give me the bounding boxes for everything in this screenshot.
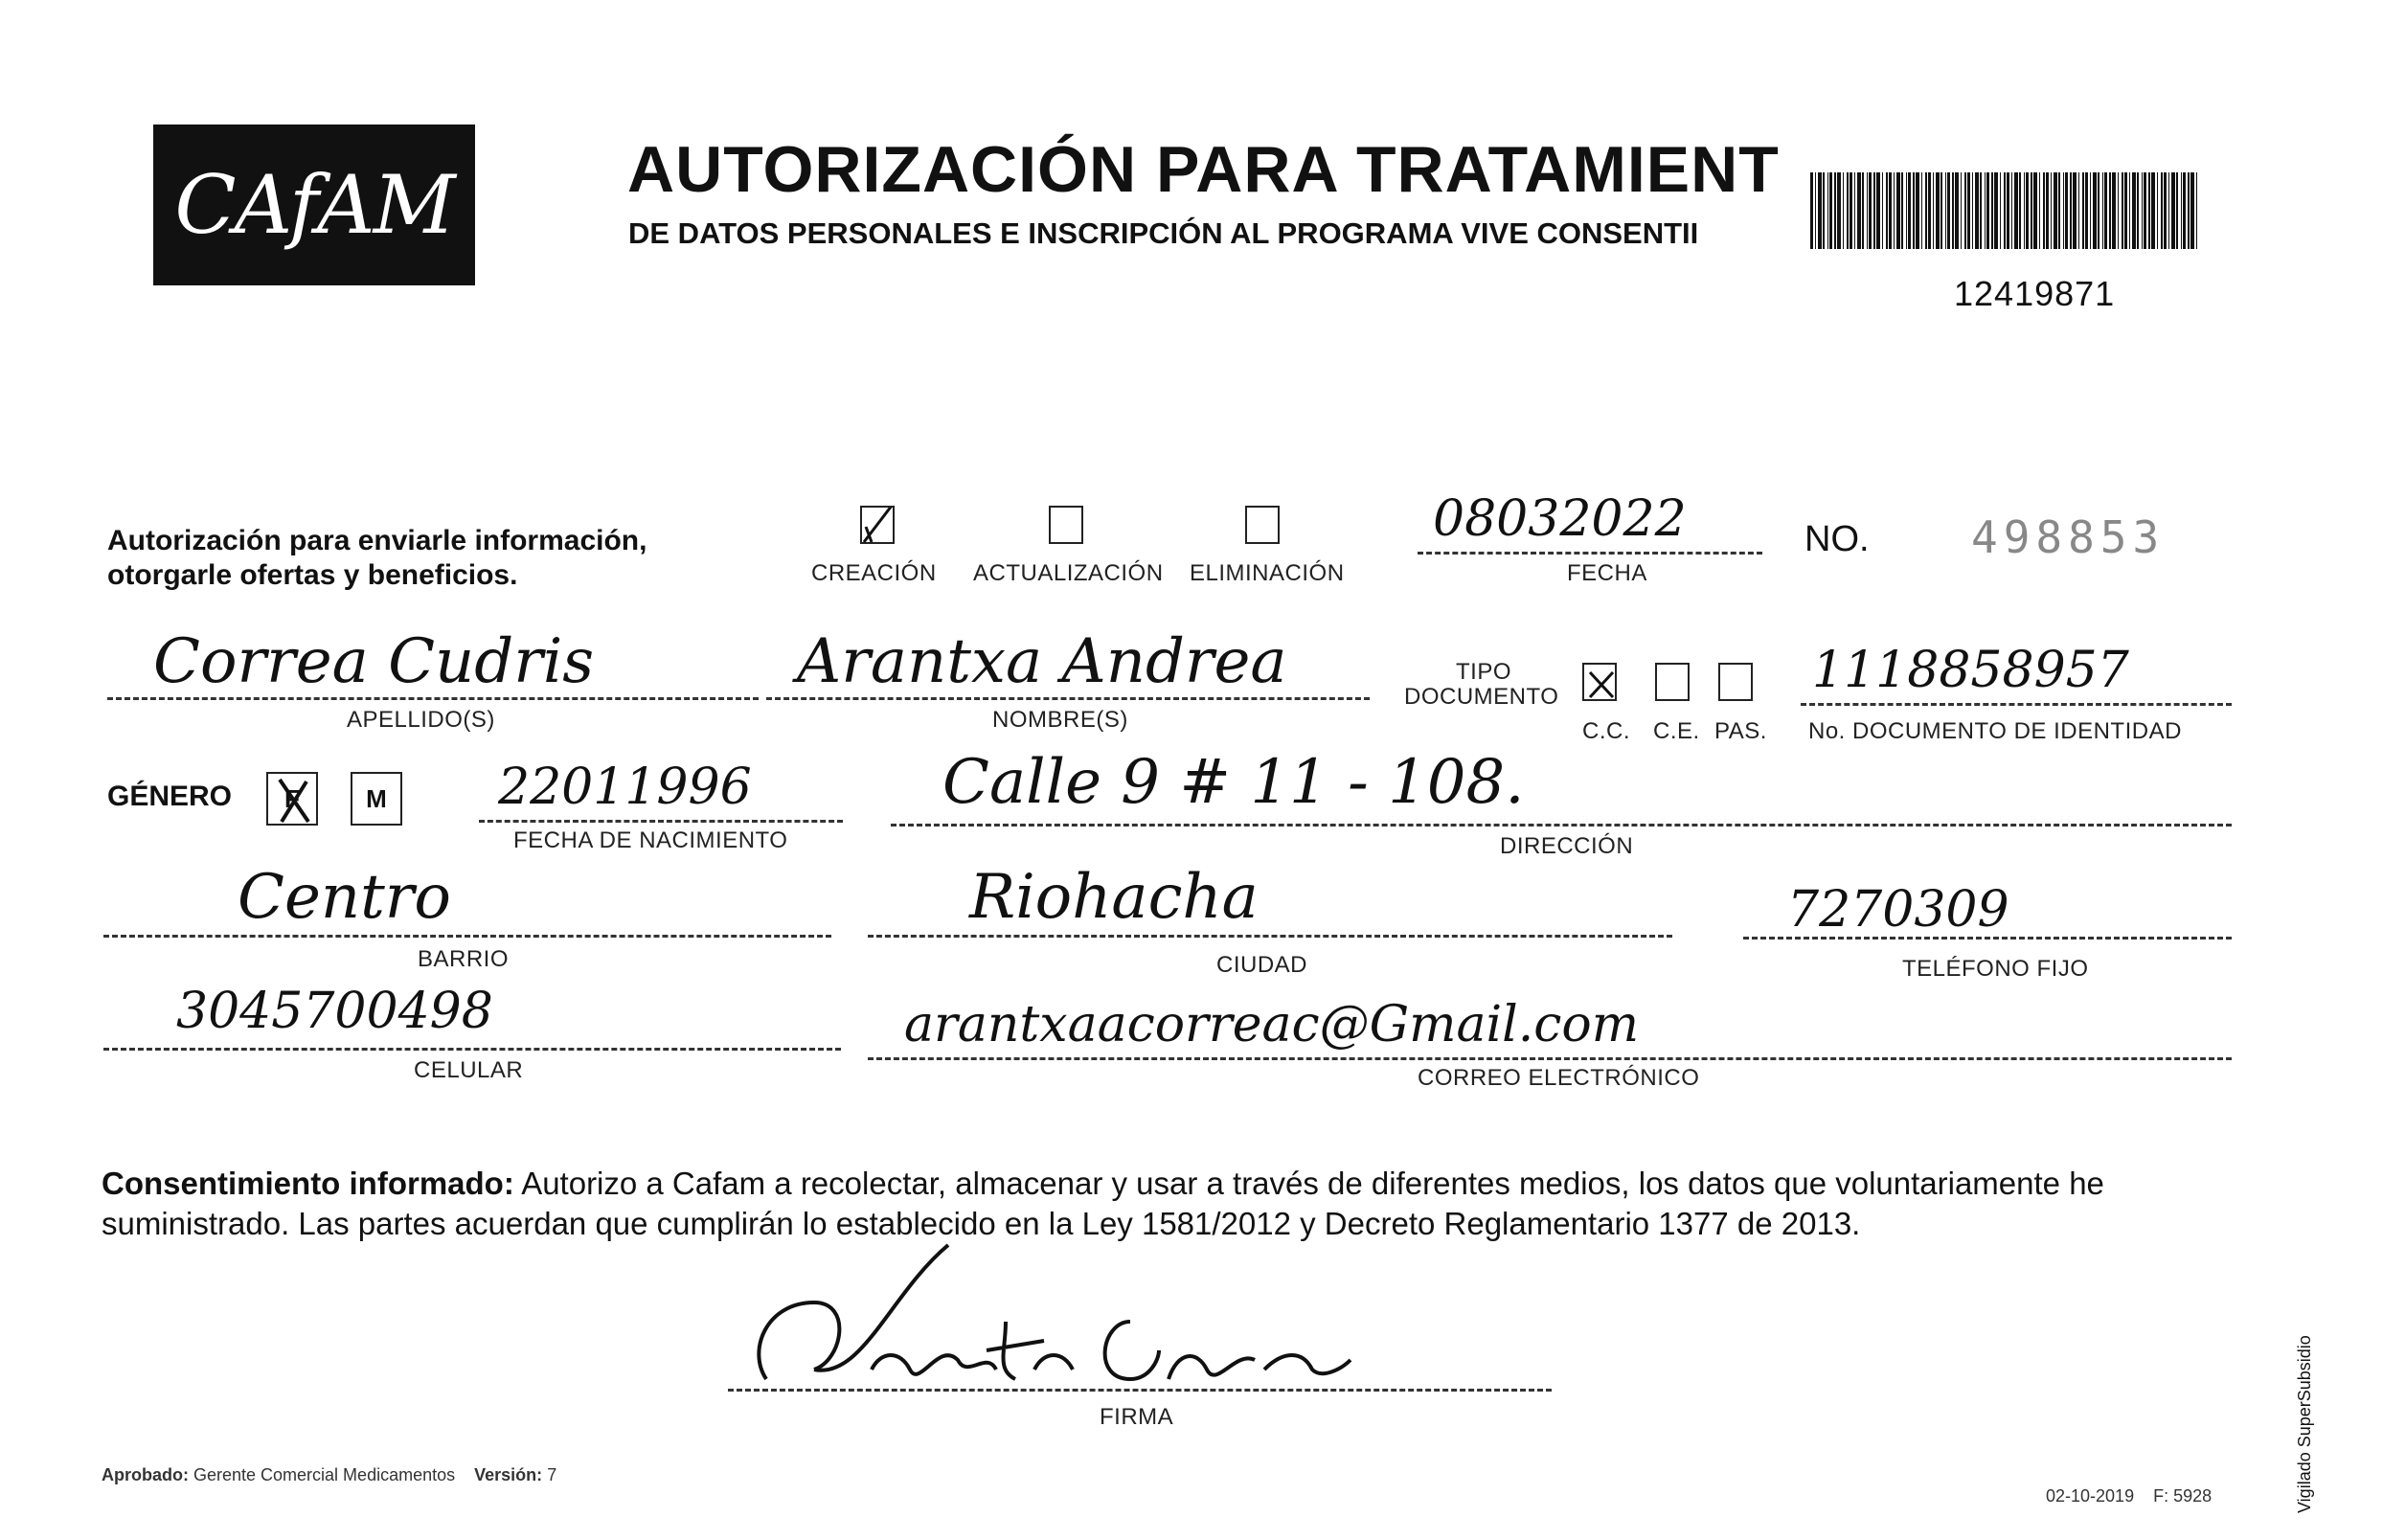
barcode-bar: [2058, 172, 2060, 249]
barcode-bar: [1947, 172, 1950, 249]
barcode-bar: [1837, 172, 1841, 249]
barcode-bar: [2011, 172, 2012, 249]
correo-line: [868, 1057, 2232, 1060]
telefono-label: TELÉFONO FIJO: [1902, 956, 2089, 982]
barcode-bar: [2065, 172, 2068, 249]
barcode-bar: [1991, 172, 1993, 249]
barcode-bar: [1945, 172, 1946, 249]
cc-label: C.C.: [1582, 718, 1630, 744]
barcode-bar: [2157, 172, 2158, 249]
nombres-line: [766, 697, 1370, 700]
barcode-bar: [1847, 172, 1849, 249]
barcode-bar: [1867, 172, 1868, 249]
fecha-nacimiento-label: FECHA DE NACIMIENTO: [513, 827, 788, 853]
barcode-bar: [1955, 172, 1959, 249]
aprobado-label: Aprobado:: [102, 1465, 189, 1484]
barcode-bar: [1967, 172, 1970, 249]
barrio-label: BARRIO: [418, 946, 510, 972]
barcode-bar: [1823, 172, 1825, 249]
barcode-bar: [2093, 172, 2097, 249]
barcode-bar: [2142, 172, 2143, 249]
documento-label: No. DOCUMENTO DE IDENTIDAD: [1808, 718, 2182, 744]
barcode-bar: [2031, 172, 2032, 249]
barcode-bar: [2151, 172, 2155, 249]
barcode-bar: [1829, 172, 1832, 249]
fecha-nacimiento-value[interactable]: 22011996: [498, 759, 752, 816]
firma-label: FIRMA: [1100, 1404, 1174, 1430]
barcode-bar: [1869, 172, 1872, 249]
barcode-bar: [2026, 172, 2029, 249]
consentimiento-heading: Consentimiento informado:: [102, 1166, 514, 1201]
barcode-bar: [2148, 172, 2150, 249]
barcode-bar: [2019, 172, 2021, 249]
barcode-bar: [2033, 172, 2037, 249]
direccion-value[interactable]: Calle 9 # 11 - 108.: [942, 747, 1525, 818]
barcode-bar: [1901, 172, 1903, 249]
barcode-bar: [1810, 172, 1813, 249]
check-mark-icon: [862, 508, 896, 546]
ciudad-value[interactable]: Riohacha: [969, 862, 1259, 933]
barcode-bar: [2043, 172, 2045, 249]
barcode-bar: [2051, 172, 2052, 249]
ciudad-line: [868, 935, 1672, 938]
direccion-label: DIRECCIÓN: [1500, 833, 1634, 859]
document-title: AUTORIZACIÓN PARA TRATAMIENT: [627, 133, 1780, 206]
barcode-bar: [2054, 172, 2057, 249]
barcode: [1810, 172, 2203, 249]
barcode-bar: [1906, 172, 1907, 249]
fecha-nacimiento-line: [479, 820, 843, 823]
numero-label: NO.: [1804, 519, 1870, 559]
actualizacion-label: ACTUALIZACIÓN: [973, 560, 1164, 586]
cc-checkbox[interactable]: [1582, 663, 1617, 701]
barcode-bar: [1994, 172, 1998, 249]
nombres-label: NOMBRE(S): [992, 707, 1128, 733]
barcode-bar: [2078, 172, 2079, 249]
barcode-bar: [2164, 172, 2167, 249]
barcode-bar: [2102, 172, 2103, 249]
genero-label: GÉNERO: [107, 781, 233, 812]
barcode-bar: [1975, 172, 1979, 249]
eliminacion-checkbox[interactable]: [1245, 506, 1280, 544]
genero-f-checkbox[interactable]: [266, 772, 318, 826]
barcode-bar: [1936, 172, 1940, 249]
barcode-bar: [1827, 172, 1828, 249]
consentimiento-paragraph: [102, 1164, 2218, 1244]
celular-line: [103, 1048, 841, 1051]
barcode-bar: [1882, 172, 1883, 249]
barcode-bar: [1834, 172, 1836, 249]
barcode-bar: [1985, 172, 1986, 249]
barcode-bar: [2137, 172, 2139, 249]
celular-label: CELULAR: [414, 1057, 524, 1083]
barcode-bar: [2132, 172, 2136, 249]
footer-codes: [2046, 1486, 2212, 1506]
barcode-bar: [2007, 172, 2009, 249]
barcode-bar: [2168, 172, 2169, 249]
barcode-bar: [1964, 172, 1966, 249]
consentimiento-text: Autorizo a Cafam a recolectar, almacenar y usar a través de diferentes medios, los datos que voluntariamente he suministrado. Las partes acuerdan que cumplirán lo establecido en la Ley 1581/2012 y Decreto Reglamentario 1377 de 2013.: [102, 1166, 2104, 1241]
barcode-bar: [2073, 172, 2077, 249]
intro-line-2: otorgarle ofertas y beneficios.: [107, 559, 518, 591]
aprobado-value: Gerente Comercial Medicamentos: [193, 1465, 456, 1484]
barcode-bar: [2129, 172, 2130, 249]
barcode-bar: [1972, 172, 1973, 249]
firma-line: [728, 1389, 1552, 1392]
vigilado-vertical-text: Vigilado SuperSubsidio: [2295, 1335, 2314, 1513]
x-mark-icon: [1584, 665, 1619, 703]
eliminacion-label: ELIMINACIÓN: [1190, 560, 1345, 586]
barcode-bar: [2070, 172, 2072, 249]
barcode-bar: [2082, 172, 2084, 249]
barcode-bar: [2124, 172, 2127, 249]
barcode-bar: [1921, 172, 1922, 249]
barcode-bar: [2171, 172, 2175, 249]
barcode-bar: [2183, 172, 2186, 249]
barcode-bar: [1916, 172, 1919, 249]
barcode-bar: [1843, 172, 1844, 249]
barcode-number: 12419871: [1954, 274, 2116, 313]
barcode-bar: [1818, 172, 1822, 249]
barcode-bar: [1850, 172, 1852, 249]
date-code: 02-10-2019: [2046, 1486, 2135, 1506]
ce-label: C.E.: [1653, 718, 1700, 744]
documento-line: [1801, 703, 2232, 706]
fecha-line: [1418, 552, 1762, 555]
barcode-bar: [1894, 172, 1895, 249]
barcode-bar: [1933, 172, 1934, 249]
barcode-bar: [2122, 172, 2123, 249]
barcode-bar: [1886, 172, 1888, 249]
telefono-line: [1743, 937, 2232, 940]
celular-value[interactable]: 3045700498: [176, 983, 493, 1040]
barcode-bar: [2188, 172, 2190, 249]
creacion-label: CREACIÓN: [811, 560, 937, 586]
barcode-bar: [1940, 172, 1942, 249]
barcode-bar: [1980, 172, 1982, 249]
barcode-bar: [1862, 172, 1864, 249]
version-label: Versión:: [474, 1465, 543, 1484]
barcode-bar: [1854, 172, 1855, 249]
barcode-bar: [2098, 172, 2099, 249]
genero-f-label: F: [284, 783, 300, 813]
genero-m-label: M: [366, 783, 387, 813]
barcode-bar: [2090, 172, 2091, 249]
barcode-bar: [2085, 172, 2088, 249]
fecha-value[interactable]: 08032022: [1433, 490, 1687, 548]
barcode-bar: [1889, 172, 1892, 249]
barrio-value[interactable]: Centro: [238, 862, 451, 933]
signature-image: [728, 1235, 1456, 1408]
barcode-bar: [2039, 172, 2040, 249]
version-value: 7: [547, 1465, 557, 1484]
barcode-bar: [1952, 172, 1954, 249]
barcode-bar: [2161, 172, 2163, 249]
tipo-documento-label-1: TIPO: [1456, 659, 1512, 685]
barcode-bar: [1815, 172, 1816, 249]
x-mark-icon: [268, 774, 320, 827]
form-code: F: 5928: [2153, 1486, 2213, 1506]
barcode-bar: [2176, 172, 2178, 249]
barcode-bar: [2063, 172, 2064, 249]
barcode-bar: [2046, 172, 2049, 249]
barcode-bar: [1873, 172, 1875, 249]
barcode-bar: [2196, 172, 2197, 249]
correo-label: CORREO ELECTRÓNICO: [1418, 1065, 1700, 1091]
footer-approved: [102, 1465, 556, 1485]
creacion-checkbox[interactable]: [860, 506, 895, 544]
barcode-bar: [2109, 172, 2111, 249]
pas-label: PAS.: [1714, 718, 1767, 744]
documento-value[interactable]: 1118858957: [1812, 642, 2129, 699]
tipo-documento-label-2: DOCUMENTO: [1404, 684, 1559, 710]
barcode-bar: [1896, 172, 1900, 249]
pas-checkbox[interactable]: [1718, 663, 1753, 701]
barcode-bar: [2004, 172, 2006, 249]
barcode-bar: [2024, 172, 2025, 249]
apellidos-line: [107, 697, 759, 700]
barcode-bar: [1908, 172, 1911, 249]
barcode-bar: [1986, 172, 1989, 249]
barcode-bar: [1961, 172, 1962, 249]
cafam-logo-text: CAfAM: [174, 158, 454, 252]
barcode-bar: [2190, 172, 2194, 249]
barcode-bar: [1857, 172, 1861, 249]
numero-value: 498853: [1971, 511, 2166, 563]
barcode-bar: [2104, 172, 2107, 249]
barcode-bar: [1928, 172, 1931, 249]
intro-line-1: Autorización para enviarle información,: [107, 525, 647, 556]
barcode-bar: [2000, 172, 2001, 249]
apellidos-label: APELLIDO(S): [347, 707, 495, 733]
actualizacion-checkbox[interactable]: [1049, 506, 1083, 544]
barcode-bar: [1876, 172, 1880, 249]
correo-value[interactable]: arantxaacorreac@Gmail.com: [904, 996, 1639, 1053]
apellidos-value[interactable]: Correa Cudris: [153, 626, 595, 697]
cafam-logo: [153, 125, 475, 285]
telefono-value[interactable]: 7270309: [1787, 881, 2009, 939]
genero-m-checkbox[interactable]: [351, 772, 402, 826]
barrio-line: [103, 935, 831, 938]
barcode-bar: [1925, 172, 1927, 249]
barcode-bar: [2181, 172, 2182, 249]
barcode-bar: [2118, 172, 2119, 249]
barcode-bar: [2144, 172, 2146, 249]
barcode-bar: [1913, 172, 1915, 249]
document-subtitle: DE DATOS PERSONALES E INSCRIPCIÓN AL PROGRAMA VIVE CONSENTII: [628, 216, 1699, 250]
barcode-bar: [2014, 172, 2018, 249]
nombres-value[interactable]: Arantxa Andrea: [797, 626, 1287, 697]
fecha-label: FECHA: [1567, 560, 1647, 586]
direccion-line: [891, 824, 2232, 827]
ciudad-label: CIUDAD: [1216, 952, 1308, 978]
barcode-bar: [2112, 172, 2116, 249]
ce-checkbox[interactable]: [1655, 663, 1690, 701]
